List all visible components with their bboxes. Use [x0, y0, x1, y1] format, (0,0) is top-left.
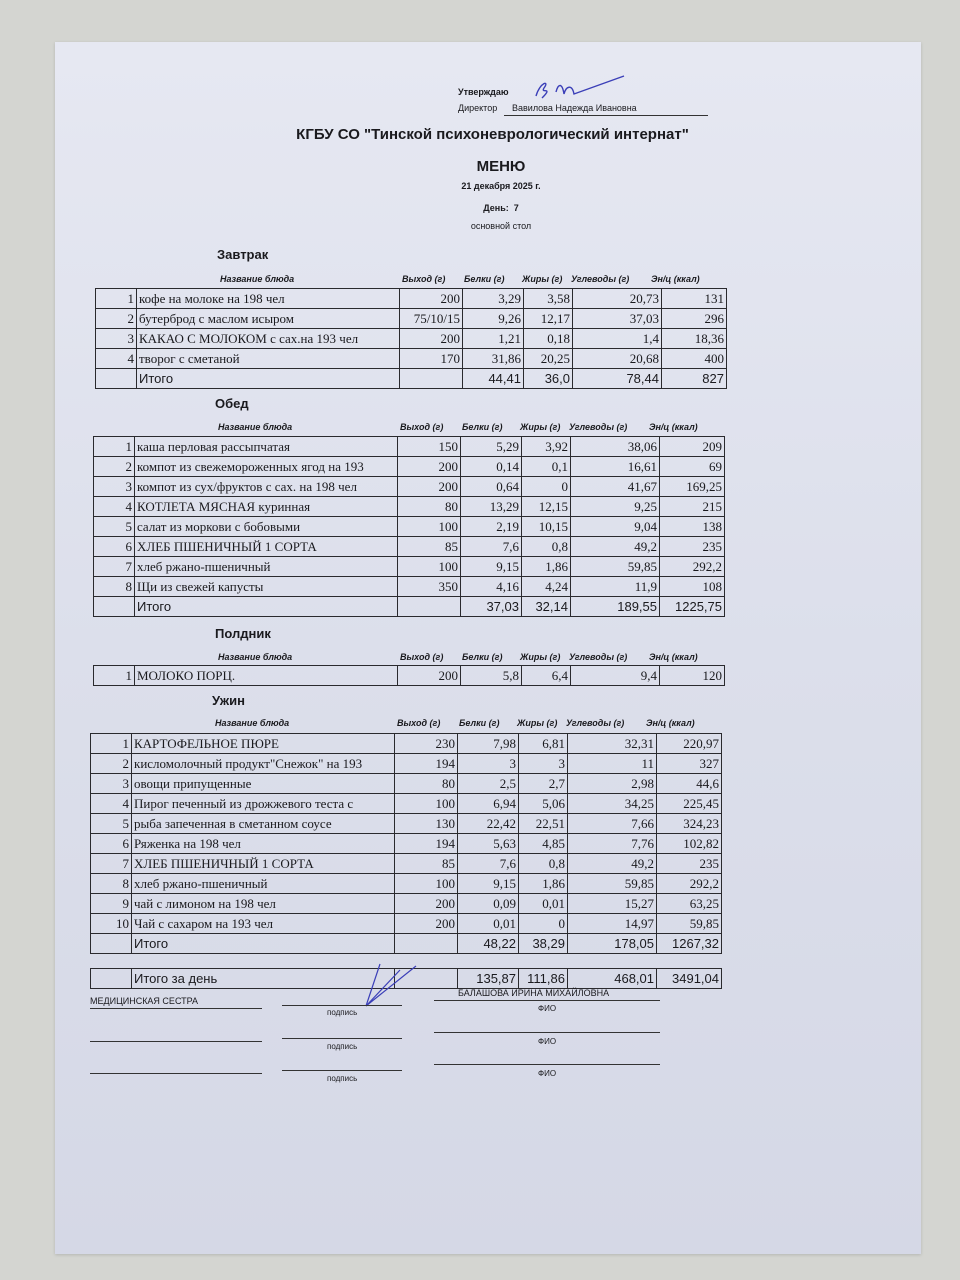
director-label: Директор — [458, 103, 498, 113]
section-title-snack: Полдник — [215, 626, 271, 641]
cell-protein: 2,5 — [458, 774, 519, 794]
cell-name: хлеб ржано-пшеничный — [135, 557, 398, 577]
cell-fat: 4,85 — [519, 834, 568, 854]
total-energy: 1225,75 — [660, 597, 725, 617]
cell-carbs: 7,66 — [568, 814, 657, 834]
column-header-name: Название блюда — [220, 274, 295, 284]
cell-carbs: 11 — [568, 754, 657, 774]
cell-idx: 4 — [94, 497, 135, 517]
cell-output: 200 — [398, 666, 461, 686]
cell-output: 200 — [395, 914, 458, 934]
cell-protein: 7,98 — [458, 734, 519, 754]
cell-idx: 3 — [96, 329, 137, 349]
cell-name: компот из сух/фруктов с сах. на 198 чел — [135, 477, 398, 497]
table-row — [91, 814, 722, 834]
cell-protein: 9,15 — [458, 874, 519, 894]
fio-caption-2: ФИО — [538, 1037, 557, 1046]
cell-fat: 3,58 — [524, 289, 573, 309]
total-protein: 48,22 — [458, 934, 519, 954]
cell-energy: 44,6 — [657, 774, 722, 794]
column-header-name: Название блюда — [218, 422, 293, 432]
cell-protein: 0,09 — [458, 894, 519, 914]
cell-protein: 0,14 — [461, 457, 522, 477]
table-row — [96, 309, 727, 329]
cell-energy: 120 — [660, 666, 725, 686]
empty-cell — [395, 934, 458, 954]
empty-cell — [398, 597, 461, 617]
total-label: Итого — [132, 934, 395, 954]
cell-name: Ряженка на 198 чел — [132, 834, 395, 854]
column-header-energy: Эн/ц (ккал) — [646, 718, 695, 728]
signature-caption-3: подпись — [327, 1074, 358, 1083]
cell-name: Щи из свежей капусты — [135, 577, 398, 597]
total-label: Итого — [137, 369, 400, 389]
column-header-fat: Жиры (г) — [522, 274, 563, 284]
table-row — [91, 754, 722, 774]
fio-line-3 — [434, 1064, 660, 1065]
cell-name: ХЛЕБ ПШЕНИЧНЫЙ 1 СОРТА — [132, 854, 395, 874]
column-header-carbs: Углеводы (г) — [569, 652, 628, 662]
total-energy: 1267,32 — [657, 934, 722, 954]
table-row — [94, 517, 725, 537]
cell-protein: 0,64 — [461, 477, 522, 497]
cell-protein: 9,26 — [463, 309, 524, 329]
cell-output: 100 — [398, 517, 461, 537]
cell-idx: 9 — [91, 894, 132, 914]
cell-fat: 12,17 — [524, 309, 573, 329]
cell-fat: 3,92 — [522, 437, 571, 457]
day-total-protein: 135,87 — [458, 969, 519, 989]
menu-table-breakfast — [95, 288, 727, 389]
menu-day — [0, 203, 960, 213]
table-row — [94, 577, 725, 597]
cell-output: 170 — [400, 349, 463, 369]
total-row — [94, 597, 725, 617]
fio-caption-1: ФИО — [538, 1004, 557, 1013]
day-total-carbs: 468,01 — [568, 969, 657, 989]
cell-energy: 327 — [657, 754, 722, 774]
signature-caption-2: подпись — [327, 1042, 358, 1051]
cell-fat: 20,25 — [524, 349, 573, 369]
total-carbs: 178,05 — [568, 934, 657, 954]
cell-name: чай с лимоном на 198 чел — [132, 894, 395, 914]
cell-carbs: 9,25 — [571, 497, 660, 517]
cell-carbs: 38,06 — [571, 437, 660, 457]
cell-carbs: 20,68 — [573, 349, 662, 369]
column-header-protein: Белки (г) — [459, 718, 500, 728]
column-header-name: Название блюда — [218, 652, 293, 662]
cell-carbs: 49,2 — [571, 537, 660, 557]
cell-energy: 225,45 — [657, 794, 722, 814]
cell-name: бутерброд с маслом исыром — [137, 309, 400, 329]
cell-protein: 7,6 — [458, 854, 519, 874]
table-row — [91, 914, 722, 934]
cell-carbs: 32,31 — [568, 734, 657, 754]
column-header-output: Выход (г) — [397, 718, 441, 728]
cell-name: хлеб ржано-пшеничный — [132, 874, 395, 894]
cell-output: 200 — [400, 329, 463, 349]
cell-protein: 5,63 — [458, 834, 519, 854]
column-header-fat: Жиры (г) — [517, 718, 558, 728]
cell-output: 150 — [398, 437, 461, 457]
day-label: День: — [483, 203, 509, 213]
table-row — [91, 874, 722, 894]
cell-name: МОЛОКО ПОРЦ. — [135, 666, 398, 686]
column-header-fat: Жиры (г) — [520, 652, 561, 662]
cell-fat: 2,7 — [519, 774, 568, 794]
fio-caption-3: ФИО — [538, 1069, 557, 1078]
cell-fat: 0,1 — [522, 457, 571, 477]
total-protein: 44,41 — [463, 369, 524, 389]
cell-protein: 6,94 — [458, 794, 519, 814]
total-label: Итого — [135, 597, 398, 617]
fio-line-1 — [434, 1000, 660, 1001]
cell-output: 194 — [395, 834, 458, 854]
cell-idx: 7 — [94, 557, 135, 577]
cell-fat: 3 — [519, 754, 568, 774]
cell-protein: 1,21 — [463, 329, 524, 349]
column-header-output: Выход (г) — [402, 274, 446, 284]
column-header-fat: Жиры (г) — [520, 422, 561, 432]
menu-date: 21 декабря 2025 г. — [461, 181, 541, 191]
table-row — [94, 666, 725, 686]
cell-idx: 2 — [94, 457, 135, 477]
table-row — [91, 794, 722, 814]
cell-protein: 0,01 — [458, 914, 519, 934]
day-total-label: Итого за день — [132, 969, 395, 989]
menu-table-lunch — [93, 436, 725, 617]
cell-carbs: 37,03 — [573, 309, 662, 329]
cell-idx: 4 — [91, 794, 132, 814]
nurse-label: МЕДИЦИНСКАЯ СЕСТРА — [90, 996, 199, 1006]
table-row — [91, 854, 722, 874]
cell-energy: 102,82 — [657, 834, 722, 854]
cell-fat: 1,86 — [522, 557, 571, 577]
cell-output: 100 — [395, 874, 458, 894]
signature-line-1 — [282, 1005, 402, 1006]
table-row — [91, 734, 722, 754]
cell-idx: 6 — [91, 834, 132, 854]
column-header-output: Выход (г) — [400, 652, 444, 662]
column-header-name: Название блюда — [215, 718, 290, 728]
cell-carbs: 2,98 — [568, 774, 657, 794]
cell-output: 350 — [398, 577, 461, 597]
cell-output: 85 — [395, 854, 458, 874]
table-row — [96, 289, 727, 309]
total-row — [91, 934, 722, 954]
cell-output: 80 — [395, 774, 458, 794]
cell-carbs: 16,61 — [571, 457, 660, 477]
cell-energy: 324,23 — [657, 814, 722, 834]
table-row — [94, 477, 725, 497]
cell-idx: 1 — [94, 437, 135, 457]
cell-energy: 235 — [660, 537, 725, 557]
cell-fat: 6,4 — [522, 666, 571, 686]
cell-name: КАКАО С МОЛОКОМ с сах.на 193 чел — [137, 329, 400, 349]
cell-name: Чай с сахаром на 193 чел — [132, 914, 395, 934]
column-header-protein: Белки (г) — [464, 274, 505, 284]
cell-output: 200 — [398, 477, 461, 497]
page-title: МЕНЮ — [476, 158, 526, 175]
column-header-energy: Эн/ц (ккал) — [649, 422, 698, 432]
section-title-breakfast: Завтрак — [217, 247, 269, 262]
cell-name: Пирог печенный из дрожжевого теста с — [132, 794, 395, 814]
cell-energy: 292,2 — [657, 874, 722, 894]
cell-energy: 292,2 — [660, 557, 725, 577]
cell-protein: 13,29 — [461, 497, 522, 517]
empty-cell — [91, 934, 132, 954]
nurse-name: БАЛАШОВА ИРИНА МИХАЙЛОВНА — [458, 988, 610, 998]
cell-output: 80 — [398, 497, 461, 517]
cell-carbs: 1,4 — [573, 329, 662, 349]
cell-protein: 2,19 — [461, 517, 522, 537]
cell-carbs: 41,67 — [571, 477, 660, 497]
cell-fat: 0,8 — [519, 854, 568, 874]
cell-energy: 215 — [660, 497, 725, 517]
menu-table-snack — [93, 665, 725, 686]
cell-idx: 7 — [91, 854, 132, 874]
column-header-carbs: Углеводы (г) — [569, 422, 628, 432]
director-signature-line — [504, 115, 708, 116]
cell-fat: 0 — [519, 914, 568, 934]
cell-carbs: 59,85 — [568, 874, 657, 894]
cell-protein: 4,16 — [461, 577, 522, 597]
column-header-energy: Эн/ц (ккал) — [651, 274, 700, 284]
cell-name: кисломолочный продукт"Снежок" на 193 — [132, 754, 395, 774]
cell-name: рыба запеченная в сметанном соусе — [132, 814, 395, 834]
day-value: 7 — [513, 203, 519, 213]
cell-protein: 22,42 — [458, 814, 519, 834]
cell-carbs: 9,04 — [571, 517, 660, 537]
cell-carbs: 14,97 — [568, 914, 657, 934]
column-header-protein: Белки (г) — [462, 422, 503, 432]
cell-name: творог с сметаной — [137, 349, 400, 369]
table-row — [94, 557, 725, 577]
cell-energy: 59,85 — [657, 914, 722, 934]
column-header-protein: Белки (г) — [462, 652, 503, 662]
cell-idx: 4 — [96, 349, 137, 369]
cell-output: 200 — [395, 894, 458, 914]
cell-fat: 0,01 — [519, 894, 568, 914]
table-row — [91, 834, 722, 854]
total-protein: 37,03 — [461, 597, 522, 617]
signature-caption-1: подпись — [327, 1008, 358, 1017]
cell-output: 100 — [398, 557, 461, 577]
cell-name: КОТЛЕТА МЯСНАЯ куринная — [135, 497, 398, 517]
cell-fat: 12,15 — [522, 497, 571, 517]
cell-protein: 5,29 — [461, 437, 522, 457]
cell-energy: 220,97 — [657, 734, 722, 754]
cell-protein: 3,29 — [463, 289, 524, 309]
column-header-carbs: Углеводы (г) — [566, 718, 625, 728]
cell-energy: 296 — [662, 309, 727, 329]
table-row — [96, 329, 727, 349]
cell-name: салат из моркови с бобовыми — [135, 517, 398, 537]
cell-fat: 1,86 — [519, 874, 568, 894]
table-row — [94, 497, 725, 517]
cell-protein: 31,86 — [463, 349, 524, 369]
cell-output: 75/10/15 — [400, 309, 463, 329]
column-header-output: Выход (г) — [400, 422, 444, 432]
cell-carbs: 34,25 — [568, 794, 657, 814]
cell-name: КАРТОФЕЛЬНОЕ ПЮРЕ — [132, 734, 395, 754]
approve-label: Утверждаю — [458, 87, 509, 97]
position-line-1 — [90, 1008, 262, 1009]
cell-energy: 131 — [662, 289, 727, 309]
cell-energy: 235 — [657, 854, 722, 874]
cell-name: кофе на молоке на 198 чел — [137, 289, 400, 309]
cell-output: 130 — [395, 814, 458, 834]
cell-idx: 5 — [91, 814, 132, 834]
column-header-carbs: Углеводы (г) — [571, 274, 630, 284]
cell-protein: 5,8 — [461, 666, 522, 686]
cell-fat: 22,51 — [519, 814, 568, 834]
cell-energy: 69 — [660, 457, 725, 477]
cell-output: 100 — [395, 794, 458, 814]
cell-energy: 63,25 — [657, 894, 722, 914]
table-type: основной стол — [470, 221, 532, 231]
cell-protein: 3 — [458, 754, 519, 774]
cell-fat: 0,8 — [522, 537, 571, 557]
cell-protein: 7,6 — [461, 537, 522, 557]
fio-line-2 — [434, 1032, 660, 1033]
total-carbs: 78,44 — [573, 369, 662, 389]
cell-output: 194 — [395, 754, 458, 774]
section-title-dinner: Ужин — [212, 693, 245, 708]
cell-fat: 0 — [522, 477, 571, 497]
cell-energy: 400 — [662, 349, 727, 369]
cell-carbs: 20,73 — [573, 289, 662, 309]
cell-output: 85 — [398, 537, 461, 557]
total-row — [96, 369, 727, 389]
cell-protein: 9,15 — [461, 557, 522, 577]
cell-idx: 6 — [94, 537, 135, 557]
director-name: Вавилова Надежда Ивановна — [512, 103, 637, 113]
total-carbs: 189,55 — [571, 597, 660, 617]
empty-cell — [96, 369, 137, 389]
cell-fat: 4,24 — [522, 577, 571, 597]
cell-carbs: 9,4 — [571, 666, 660, 686]
position-line-2 — [90, 1041, 262, 1042]
position-line-3 — [90, 1073, 262, 1074]
cell-idx: 1 — [94, 666, 135, 686]
table-row — [91, 894, 722, 914]
cell-idx: 8 — [94, 577, 135, 597]
table-row — [94, 437, 725, 457]
cell-name: каша перловая рассыпчатая — [135, 437, 398, 457]
cell-fat: 6,81 — [519, 734, 568, 754]
cell-idx: 1 — [96, 289, 137, 309]
total-fat: 38,29 — [519, 934, 568, 954]
cell-idx: 3 — [94, 477, 135, 497]
cell-idx: 8 — [91, 874, 132, 894]
table-row — [96, 349, 727, 369]
cell-carbs: 7,76 — [568, 834, 657, 854]
cell-output: 200 — [400, 289, 463, 309]
day-total-fat: 111,86 — [519, 969, 568, 989]
cell-energy: 18,36 — [662, 329, 727, 349]
total-fat: 32,14 — [522, 597, 571, 617]
table-row — [94, 457, 725, 477]
signature-line-2 — [282, 1038, 402, 1039]
cell-energy: 209 — [660, 437, 725, 457]
cell-carbs: 59,85 — [571, 557, 660, 577]
cell-name: овощи припущенные — [132, 774, 395, 794]
organization-name: КГБУ СО "Тинской психоневрологический интернат" — [296, 126, 689, 143]
cell-idx: 10 — [91, 914, 132, 934]
empty-cell — [400, 369, 463, 389]
cell-fat: 0,18 — [524, 329, 573, 349]
table-row — [94, 537, 725, 557]
cell-carbs: 15,27 — [568, 894, 657, 914]
cell-fat: 5,06 — [519, 794, 568, 814]
cell-idx: 5 — [94, 517, 135, 537]
cell-idx: 2 — [91, 754, 132, 774]
menu-table-dinner — [90, 733, 722, 954]
cell-carbs: 11,9 — [571, 577, 660, 597]
cell-idx: 1 — [91, 734, 132, 754]
day-total-energy: 3491,04 — [657, 969, 722, 989]
section-title-lunch: Обед — [215, 396, 249, 411]
cell-energy: 169,25 — [660, 477, 725, 497]
director-signature-icon — [528, 74, 628, 104]
nurse-signature-icon — [360, 962, 420, 1010]
cell-carbs: 49,2 — [568, 854, 657, 874]
cell-name: ХЛЕБ ПШЕНИЧНЫЙ 1 СОРТА — [135, 537, 398, 557]
cell-idx: 3 — [91, 774, 132, 794]
empty-cell — [94, 597, 135, 617]
cell-idx: 2 — [96, 309, 137, 329]
total-energy: 827 — [662, 369, 727, 389]
column-header-energy: Эн/ц (ккал) — [649, 652, 698, 662]
total-fat: 36,0 — [524, 369, 573, 389]
cell-fat: 10,15 — [522, 517, 571, 537]
signature-line-3 — [282, 1070, 402, 1071]
cell-output: 230 — [395, 734, 458, 754]
cell-energy: 108 — [660, 577, 725, 597]
table-row — [91, 774, 722, 794]
cell-energy: 138 — [660, 517, 725, 537]
cell-name: компот из свежемороженных ягод на 193 — [135, 457, 398, 477]
cell-output: 200 — [398, 457, 461, 477]
